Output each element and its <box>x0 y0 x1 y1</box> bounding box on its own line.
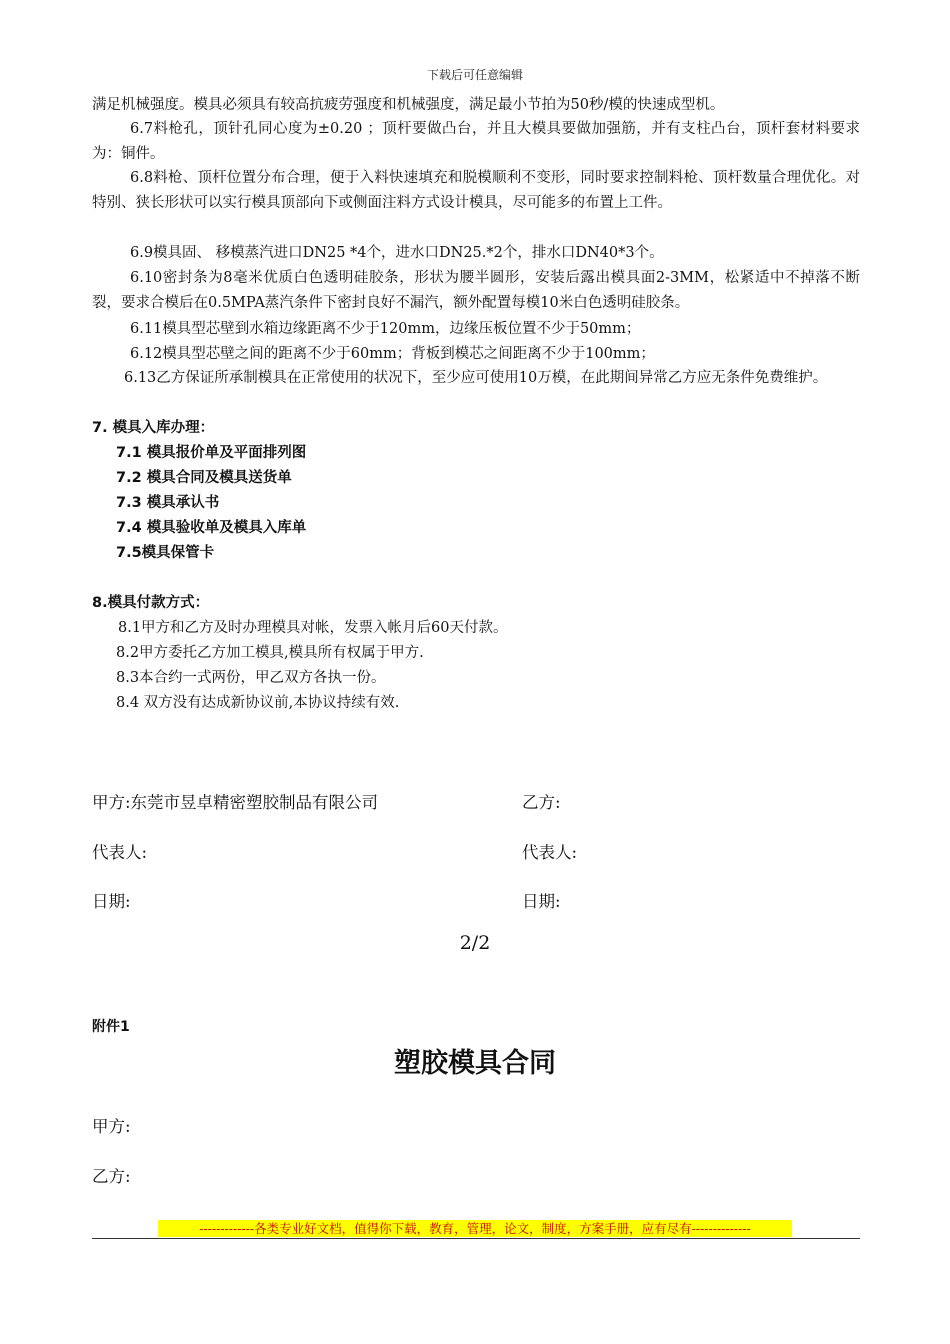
footer-banner: -------------各类专业好文档，值得你下载，教育，管理，论文，制度，方案手册，应有尽有-------------- <box>158 1220 792 1237</box>
clause-text-continuation: 满足机械强度。模具必须具有较高抗疲劳强度和机械强度，满足最小节拍为50秒/模的快速成型机。 <box>92 97 725 113</box>
section-7-item: 7.1 模具报价单及平面排列图 <box>116 445 307 461</box>
party-a-representative: 代表人: <box>92 843 148 862</box>
section-8-item: 8.1甲方和乙方及时办理模具对帐，发票入帐月后60天付款。 <box>118 620 508 636</box>
contract-title: 塑胶模具合同 <box>394 1048 556 1079</box>
clause-6-11: 6.11模具型芯壁到水箱边缘距离不少于120mm，边缘压板位置不少于50mm； <box>130 321 641 337</box>
section-7-item: 7.3 模具承认书 <box>116 495 220 511</box>
clause-6-9: 6.9模具固、 移模蒸汽进口DN25 *4个，进水口DN25.*2个，排水口DN40*3个。 <box>130 245 664 261</box>
section-7-item: 7.4 模具验收单及模具入库单 <box>116 520 307 536</box>
section-8-item: 8.3本合约一式两份，甲乙双方各执一份。 <box>116 670 386 686</box>
party-b-representative: 代表人: <box>522 843 578 862</box>
clause-6-10: 6.10密封条为8毫米优质白色透明硅胶条，形状为腰半圆形，安装后露出模具面2-3MM，松紧适中不掉落不断裂，要求合模后在0.5MPA蒸汽条件下密封良好不漏汽，额外配置每模10米白色透明硅胶条。 <box>92 270 860 311</box>
footer-divider <box>92 1238 860 1239</box>
section-8-item: 8.4 双方没有达成新协议前,本协议持续有效. <box>116 695 400 711</box>
section-7-heading: 7. 模具入库办理： <box>92 420 215 436</box>
attachment-label: 附件1 <box>92 1019 130 1035</box>
attachment-party-b: 乙方: <box>92 1167 131 1186</box>
clause-6-7: 6.7料枪孔，顶针孔同心度为±0.20 ；顶杆要做凸台，并且大模具要做加强筋，并有支柱凸台，顶杆套材料要求为：铜件。 <box>92 121 860 162</box>
section-7-item: 7.2 模具合同及模具送货单 <box>116 470 292 486</box>
header-note: 下载后可任意编辑 <box>426 68 523 82</box>
party-b-date: 日期: <box>522 892 561 911</box>
clause-6-8: 6.8料枪、顶杆位置分布合理，便于入料快速填充和脱模顺利不变形，同时要求控制料枪、顶杆数量合理优化。对特别、狭长形状可以实行模具顶部向下或侧面注料方式设计模具，尽可能多的布置上工件。 <box>92 170 860 211</box>
section-7-item: 7.5模具保管卡 <box>116 545 215 561</box>
party-a-date: 日期: <box>92 892 131 911</box>
clause-6-12: 6.12模具型芯壁之间的距离不少于60mm；背板到模芯之间距离不少于100mm； <box>130 346 655 362</box>
attachment-party-a: 甲方: <box>92 1117 131 1136</box>
party-a-signature: 甲方:东莞市昱卓精密塑胶制品有限公司 <box>92 793 379 812</box>
section-8-item: 8.2甲方委托乙方加工模具,模具所有权属于甲方. <box>116 645 424 661</box>
page-number: 2/2 <box>459 932 491 954</box>
party-b-signature: 乙方: <box>522 793 561 812</box>
clause-6-13: 6.13乙方保证所承制模具在正常使用的状况下，至少应可使用10万模，在此期间异常乙方应无条件免费维护。 <box>124 370 828 386</box>
section-8-heading: 8.模具付款方式： <box>92 595 210 611</box>
